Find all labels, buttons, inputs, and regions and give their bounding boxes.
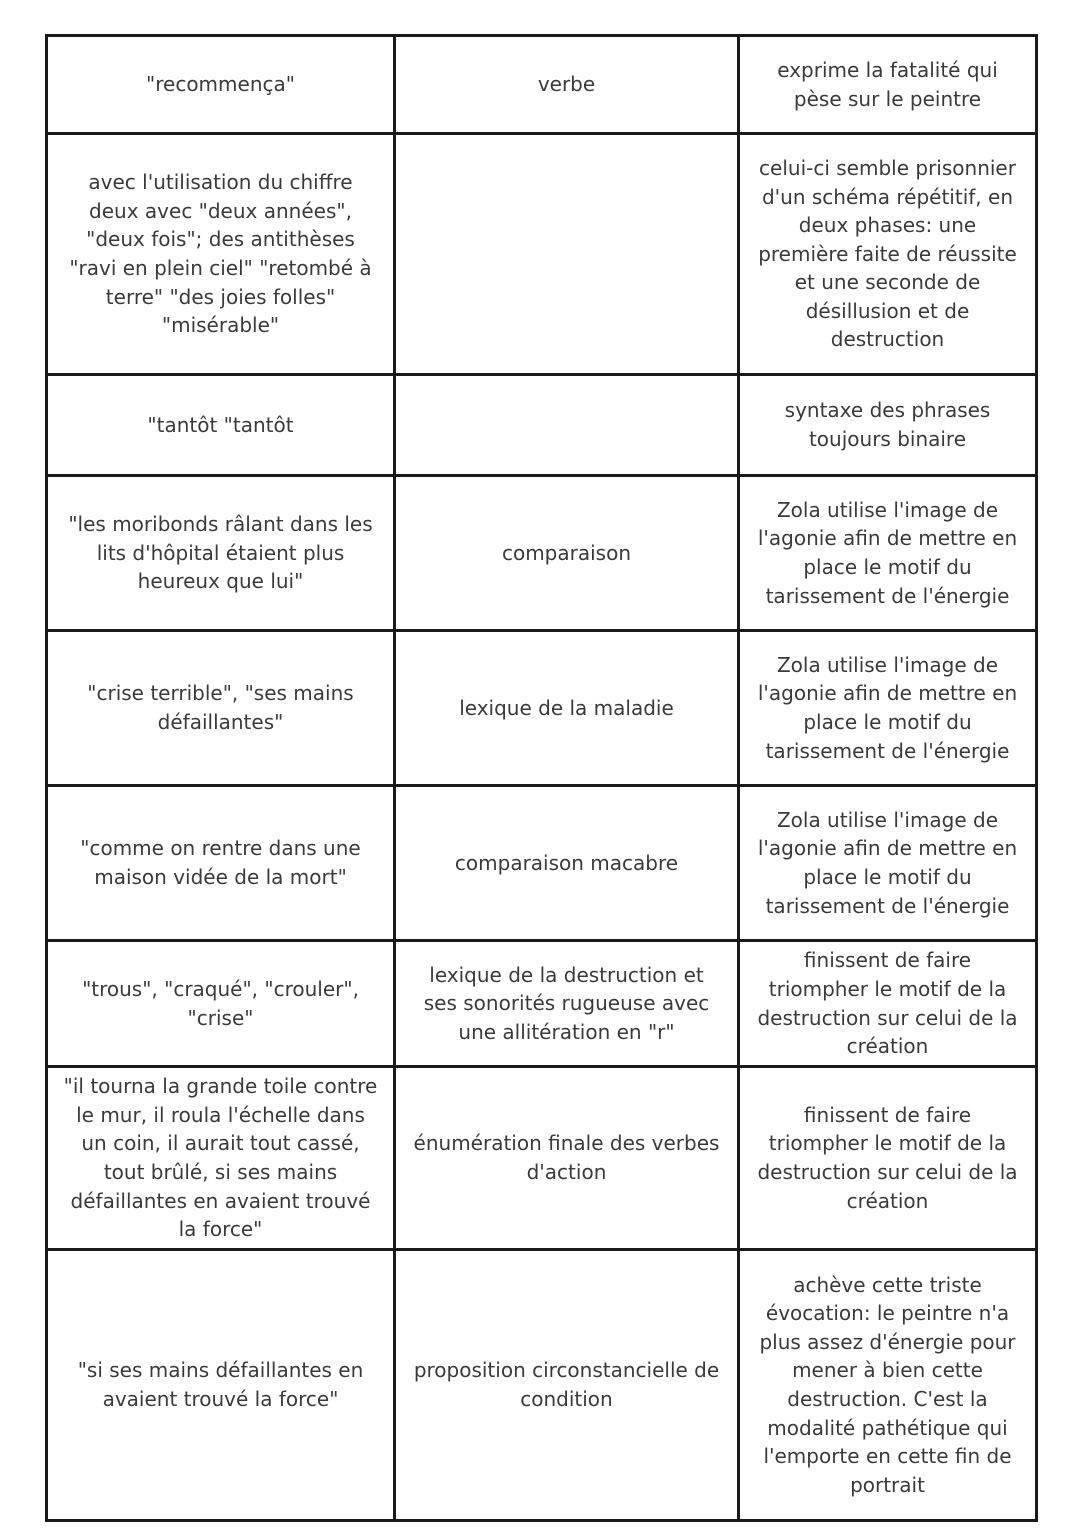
- effect-cell: exprime la fatalité qui pèse sur le peintre: [739, 36, 1037, 134]
- quote-cell: "recommença": [47, 36, 395, 134]
- table-row: [47, 941, 1037, 1067]
- device-cell: [395, 134, 739, 375]
- quote-cell: avec l'utilisation du chiffre deux avec "deux années", "deux fois"; des antithèses "ravi en plein ciel" "retombé à terre" "des joies folles" "misérable": [47, 134, 395, 375]
- effect-cell: syntaxe des phrases toujours binaire: [739, 375, 1037, 476]
- table-row: [47, 631, 1037, 786]
- table-row: [47, 476, 1037, 631]
- table-row: [47, 1250, 1037, 1521]
- effect-cell: finissent de faire triompher le motif de la destruction sur celui de la création: [739, 941, 1037, 1067]
- device-cell: [395, 375, 739, 476]
- device-cell: comparaison macabre: [395, 786, 739, 941]
- table-row: [47, 36, 1037, 134]
- table-row: [47, 375, 1037, 476]
- analysis-table: [45, 34, 1038, 1522]
- effect-cell: achève cette triste évocation: le peintre n'a plus assez d'énergie pour mener à bien cette destruction. C'est la modalité pathétique qui l'emporte en cette fin de portrait: [739, 1250, 1037, 1521]
- device-cell: proposition circonstancielle de condition: [395, 1250, 739, 1521]
- quote-cell: "trous", "craqué", "crouler", "crise": [47, 941, 395, 1067]
- quote-cell: "crise terrible", "ses mains défaillantes": [47, 631, 395, 786]
- table-row: [47, 1067, 1037, 1250]
- quote-cell: "comme on rentre dans une maison vidée de la mort": [47, 786, 395, 941]
- table-row: [47, 134, 1037, 375]
- device-cell: comparaison: [395, 476, 739, 631]
- effect-cell: finissent de faire triompher le motif de la destruction sur celui de la création: [739, 1067, 1037, 1250]
- device-cell: verbe: [395, 36, 739, 134]
- quote-cell: "si ses mains défaillantes en avaient trouvé la force": [47, 1250, 395, 1521]
- device-cell: lexique de la maladie: [395, 631, 739, 786]
- quote-cell: "il tourna la grande toile contre le mur, il roula l'échelle dans un coin, il aurait tout cassé, tout brûlé, si ses mains défaillantes en avaient trouvé la force": [47, 1067, 395, 1250]
- device-cell: énumération finale des verbes d'action: [395, 1067, 739, 1250]
- effect-cell: Zola utilise l'image de l'agonie afin de mettre en place le motif du tarissement de l'énergie: [739, 786, 1037, 941]
- quote-cell: "les moribonds râlant dans les lits d'hôpital étaient plus heureux que lui": [47, 476, 395, 631]
- effect-cell: celui-ci semble prisonnier d'un schéma répétitif, en deux phases: une première faite de réussite et une seconde de désillusion et de destruction: [739, 134, 1037, 375]
- quote-cell: "tantôt "tantôt: [47, 375, 395, 476]
- table-row: [47, 786, 1037, 941]
- device-cell: lexique de la destruction et ses sonorités rugueuse avec une allitération en "r": [395, 941, 739, 1067]
- effect-cell: Zola utilise l'image de l'agonie afin de mettre en place le motif du tarissement de l'énergie: [739, 476, 1037, 631]
- effect-cell: Zola utilise l'image de l'agonie afin de mettre en place le motif du tarissement de l'énergie: [739, 631, 1037, 786]
